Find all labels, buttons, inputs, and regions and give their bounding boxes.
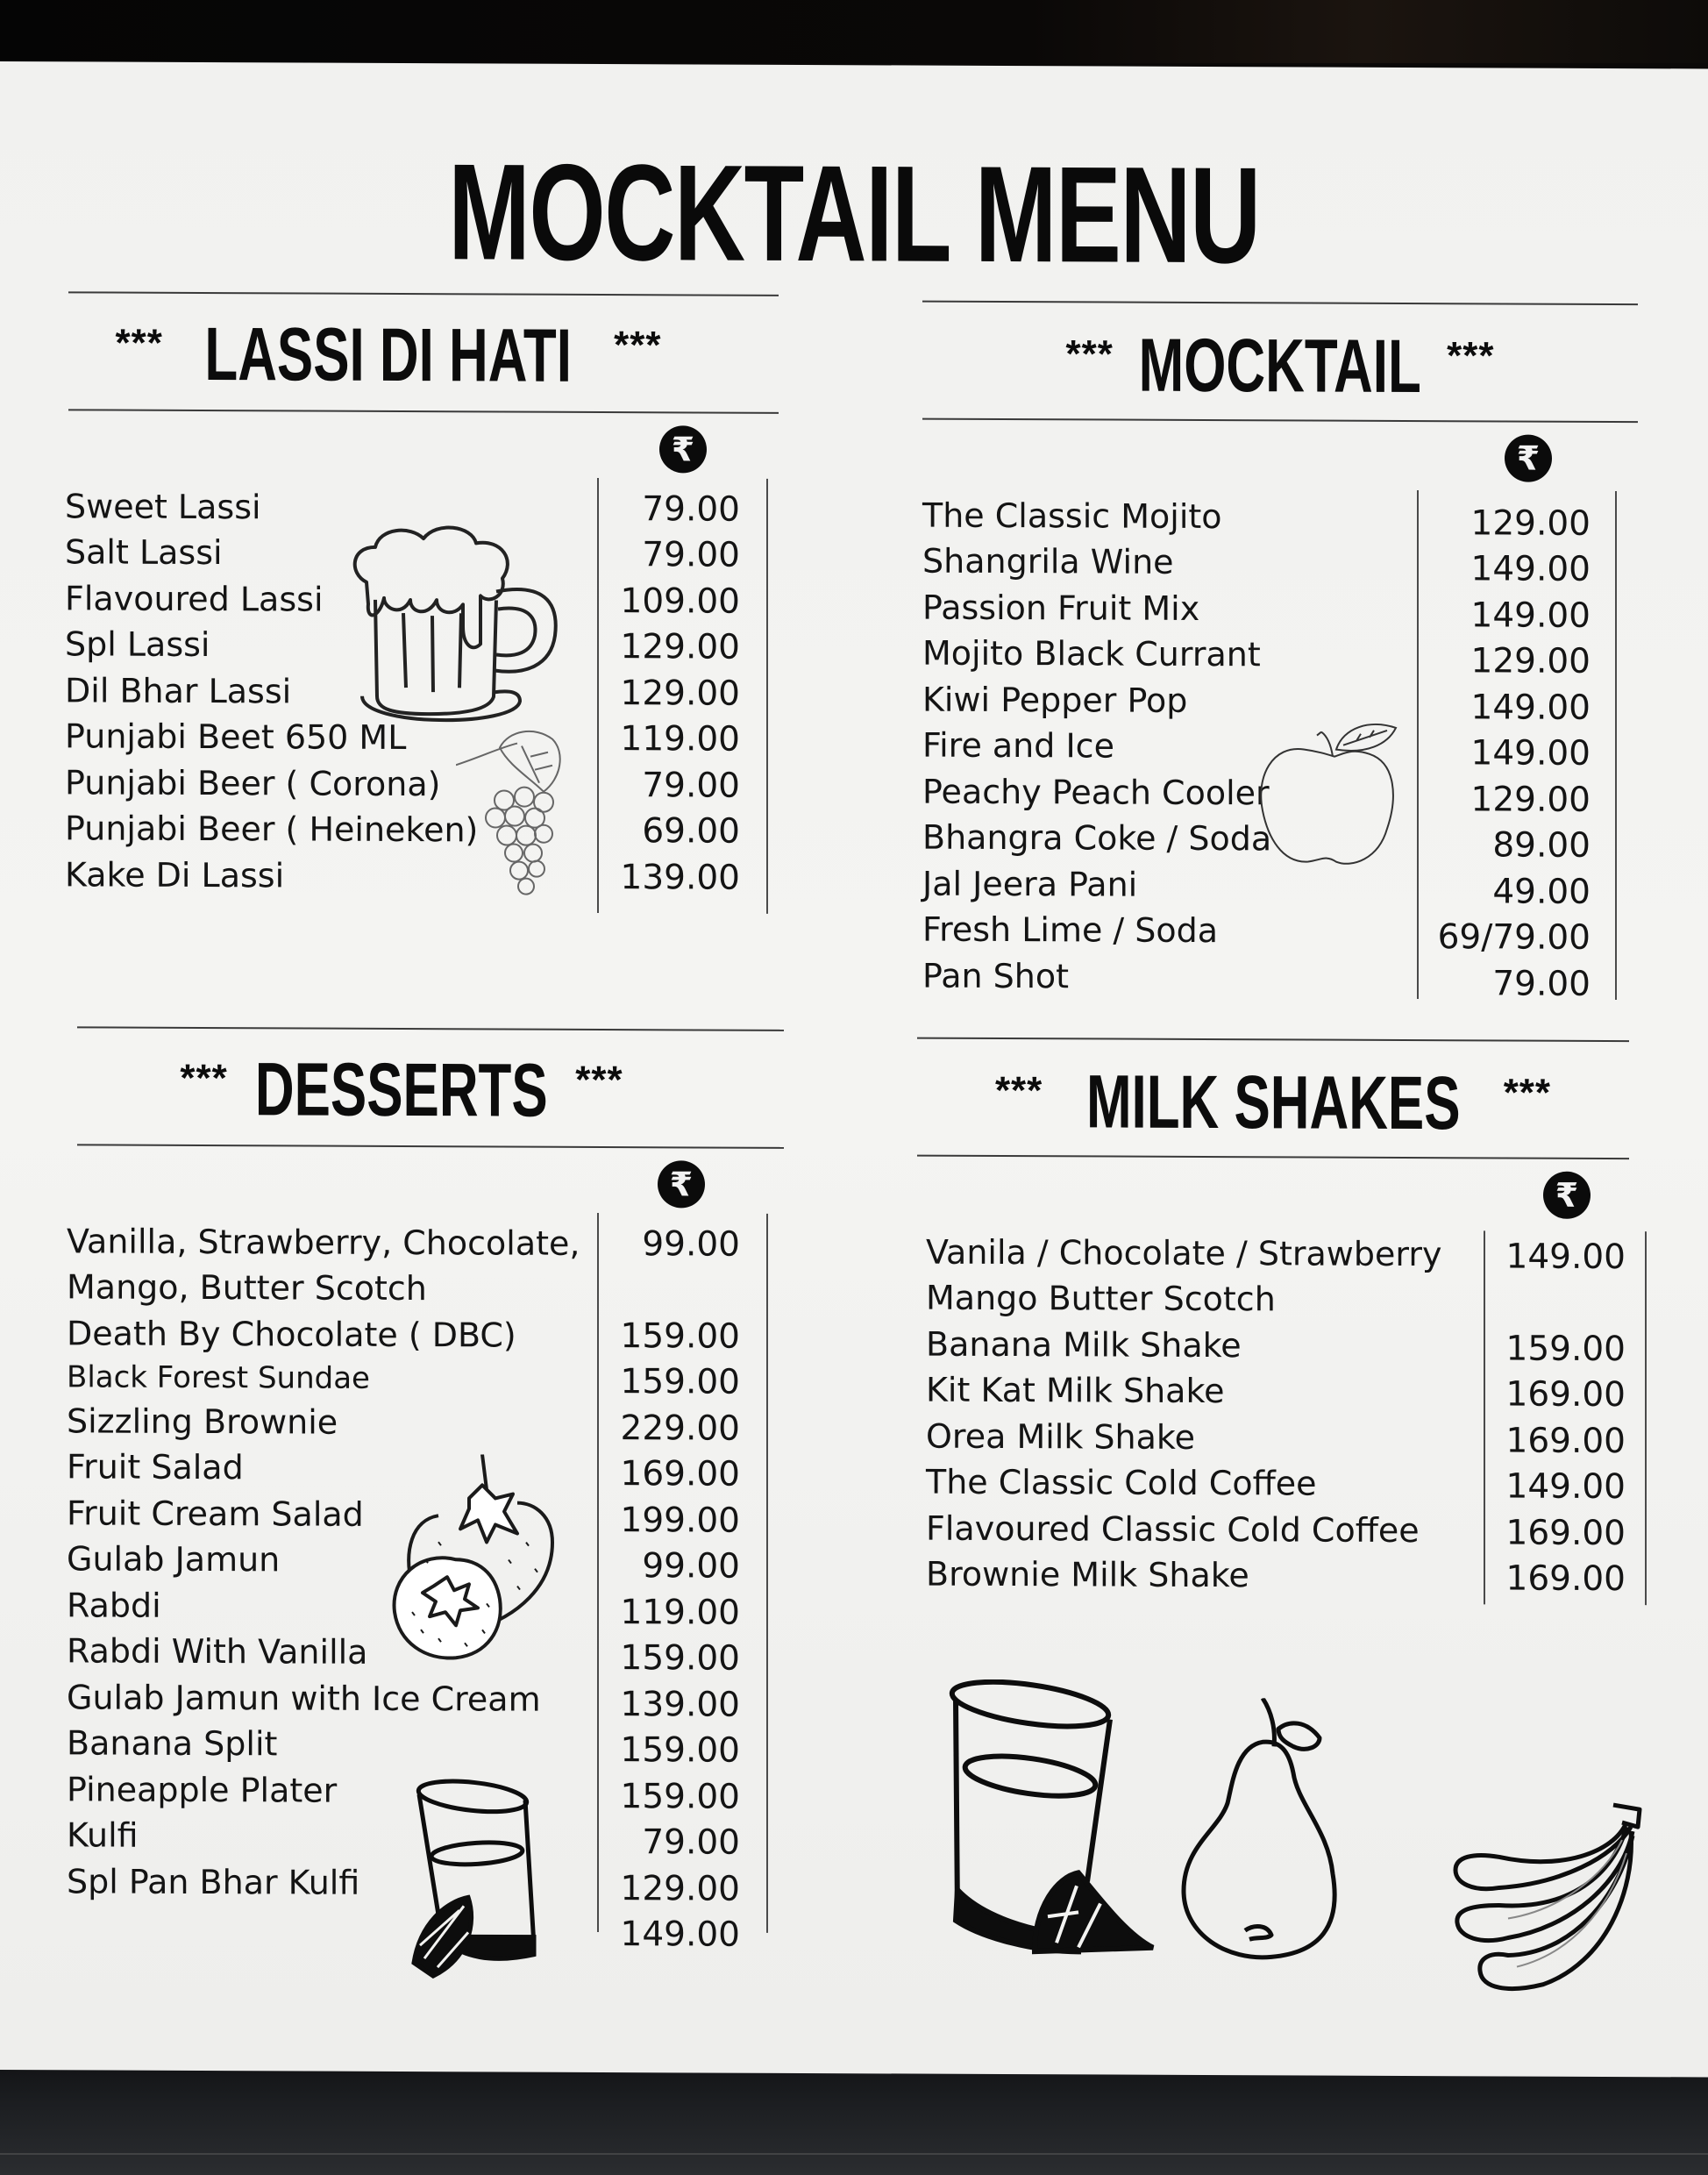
heading-stars: ***	[575, 1058, 623, 1102]
menu-item: Mango, Butter Scotch	[67, 1267, 427, 1309]
item-price: 79.00	[642, 489, 740, 530]
menu-item: Flavoured Lassi	[65, 579, 324, 619]
column-divider	[597, 478, 599, 913]
item-list	[67, 1222, 580, 1902]
section-heading	[917, 1059, 1629, 1146]
menu-item: Mango Butter Scotch	[926, 1278, 1276, 1319]
item-price: 149.00	[1470, 549, 1591, 589]
item-price: 149.00	[1505, 1466, 1626, 1508]
item-price: 149.00	[1505, 1237, 1626, 1278]
menu-item: Fruit Salad	[67, 1447, 244, 1487]
item-price: 129.00	[620, 674, 740, 714]
section-title: MILK SHAKES	[1085, 1059, 1461, 1146]
item-price: 169.00	[1505, 1558, 1626, 1600]
item-price: 149.00	[620, 1915, 740, 1955]
section-heading	[77, 1047, 726, 1133]
item-price: 149.00	[1470, 733, 1591, 774]
item-price: 169.00	[1505, 1421, 1626, 1462]
heading-stars: ***	[1447, 334, 1495, 378]
menu-item: Punjabi Beet 650 ML	[65, 717, 407, 758]
section-heading	[922, 323, 1638, 410]
menu-item: Rabdi	[67, 1586, 161, 1625]
item-price: 159.00	[1505, 1329, 1626, 1370]
item-price: 89.00	[1492, 825, 1591, 866]
menu-item: Pineapple Plater	[67, 1770, 338, 1810]
item-price: 69/79.00	[1437, 917, 1591, 958]
section-rule-bottom	[77, 1144, 784, 1149]
item-price: 49.00	[1492, 872, 1591, 912]
section-rule-top	[922, 301, 1638, 306]
beer-mug-icon	[340, 521, 568, 741]
menu-item: Kulfi	[67, 1815, 139, 1855]
item-price: 159.00	[620, 1362, 740, 1402]
menu-item: Shangrila Wine	[922, 541, 1174, 581]
item-price: 109.00	[620, 581, 740, 622]
item-price: 129.00	[1470, 641, 1591, 681]
section-title: DESSERTS	[255, 1047, 548, 1133]
column-divider	[766, 479, 768, 914]
price-list	[603, 489, 740, 898]
menu-item: Jal Jeera Pani	[922, 864, 1138, 904]
rupee-icon: ₹	[1543, 1172, 1591, 1219]
menu-item: Gulab Jamun	[67, 1539, 281, 1580]
menu-item: Sizzling Brownie	[67, 1401, 338, 1442]
section-rule-top	[68, 291, 779, 296]
heading-stars: ***	[1503, 1071, 1552, 1115]
menu-item: Sweet Lassi	[65, 487, 261, 527]
menu-item: Death By Chocolate ( DBC)	[67, 1314, 516, 1355]
heading-stars: ***	[115, 321, 163, 365]
menu-item: Peachy Peach Cooler	[922, 772, 1270, 813]
item-price: 69.00	[642, 811, 740, 852]
column-divider	[766, 1214, 768, 1933]
heading-stars: ***	[180, 1056, 228, 1101]
rupee-icon: ₹	[1505, 434, 1552, 481]
menu-item: Kit Kat Milk Shake	[926, 1370, 1225, 1411]
menu-item: Spl Pan Bhar Kulfi	[67, 1862, 360, 1902]
column-divider	[1484, 1230, 1485, 1604]
rupee-icon: ₹	[658, 1160, 705, 1208]
section-milkshakes	[917, 1038, 1645, 1690]
grapes-icon	[456, 730, 579, 897]
section-rule-bottom	[917, 1155, 1629, 1160]
menu-item: Pan Shot	[922, 956, 1070, 996]
menu-item: The Classic Mojito	[922, 496, 1222, 537]
price-list	[1489, 1237, 1626, 1600]
rupee-icon: ₹	[659, 425, 707, 473]
menu-item: Passion Fruit Mix	[922, 588, 1200, 628]
item-price: 159.00	[620, 1730, 740, 1771]
column-divider	[1417, 490, 1419, 999]
item-price: 119.00	[620, 1593, 740, 1633]
heading-stars: ***	[994, 1068, 1043, 1113]
column-divider	[597, 1213, 599, 1932]
menu-item: Fresh Lime / Soda	[922, 909, 1219, 951]
item-price: 139.00	[620, 858, 740, 898]
item-price: 139.00	[620, 1685, 740, 1725]
item-price: 129.00	[1470, 503, 1591, 544]
item-price: 169.00	[1505, 1513, 1626, 1554]
menu-item: Punjabi Beer ( Corona)	[65, 763, 441, 804]
item-price: 169.00	[620, 1454, 740, 1494]
section-mocktail	[922, 301, 1640, 1076]
item-price: 199.00	[620, 1501, 740, 1541]
section-lassi	[65, 291, 780, 996]
background-top-edge	[0, 0, 1708, 63]
item-list	[922, 496, 1413, 996]
item-price: 79.00	[642, 1822, 740, 1863]
menu-item: Fire and Ice	[922, 725, 1114, 766]
item-price: 79.00	[642, 535, 740, 575]
section-rule-top	[77, 1026, 784, 1031]
menu-item: Dil Bhar Lassi	[65, 671, 292, 711]
item-price: 79.00	[1492, 964, 1591, 1004]
section-rule-bottom	[922, 418, 1638, 424]
item-price: 149.00	[1470, 595, 1591, 636]
item-price: 159.00	[620, 1777, 740, 1817]
strawberries-icon	[386, 1454, 561, 1665]
juice-glass-with-lime-icon	[407, 1779, 573, 1981]
menu-title: MOCKTAIL MENU	[448, 136, 1260, 293]
apple-icon	[1256, 714, 1413, 873]
menu-item: Black Forest Sundae	[67, 1359, 370, 1396]
menu-item: Kake Di Lassi	[65, 855, 285, 895]
juice-glass-with-lime-icon	[947, 1679, 1166, 1961]
column-divider	[1615, 491, 1617, 1000]
item-price: 229.00	[620, 1408, 740, 1449]
menu-item: Vanilla, Strawberry, Chocolate,	[67, 1222, 580, 1263]
item-price: 129.00	[620, 1869, 740, 1909]
menu-item: Mojito Black Currant	[922, 633, 1261, 674]
section-heading	[68, 312, 708, 398]
heading-stars: ***	[614, 324, 662, 367]
menu-item: Bhangra Coke / Soda	[922, 817, 1272, 859]
pear-icon	[1175, 1698, 1385, 1962]
menu-item: Vanila / Chocolate / Strawberry	[926, 1232, 1442, 1274]
item-price: 129.00	[620, 627, 740, 667]
item-list	[926, 1232, 1478, 1595]
menu-item: Gulab Jamun with Ice Cream	[67, 1678, 541, 1719]
section-desserts	[67, 1026, 786, 2021]
item-price: 119.00	[620, 719, 740, 759]
menu-item: Kiwi Pepper Pop	[922, 680, 1188, 720]
price-list	[603, 1224, 740, 1955]
menu-card	[0, 61, 1708, 2077]
bananas-icon	[1438, 1786, 1648, 1998]
menu-item: Salt Lassi	[65, 532, 223, 573]
menu-item: Orea Milk Shake	[926, 1416, 1195, 1457]
menu-item: Banana Split	[67, 1723, 278, 1764]
item-price: 129.00	[1470, 780, 1591, 820]
item-price: 149.00	[1470, 688, 1591, 728]
item-price: 99.00	[642, 1224, 740, 1265]
menu-item: Spl Lassi	[65, 624, 210, 665]
menu-item: Rabdi With Vanilla	[67, 1631, 368, 1672]
menu-item: The Classic Cold Coffee	[926, 1462, 1317, 1503]
item-price: 159.00	[620, 1638, 740, 1679]
section-title: LASSI DI HATI	[204, 312, 573, 398]
price-list	[1422, 503, 1591, 1004]
item-price: 79.00	[642, 766, 740, 806]
column-divider	[1645, 1231, 1647, 1605]
item-list	[65, 487, 556, 895]
menu-item: Flavoured Classic Cold Coffee	[926, 1508, 1420, 1551]
menu-item: Fruit Cream Salad	[67, 1494, 364, 1534]
menu-item: Banana Milk Shake	[926, 1324, 1242, 1366]
section-title: MOCKTAIL	[1138, 323, 1422, 410]
section-rule-bottom	[68, 409, 779, 414]
heading-stars: ***	[1065, 332, 1114, 376]
menu-item: Punjabi Beer ( Heineken)	[65, 809, 479, 850]
menu-item: Brownie Milk Shake	[926, 1554, 1249, 1595]
item-price: 99.00	[642, 1546, 740, 1587]
item-price: 169.00	[1505, 1374, 1626, 1416]
item-price: 159.00	[620, 1316, 740, 1357]
